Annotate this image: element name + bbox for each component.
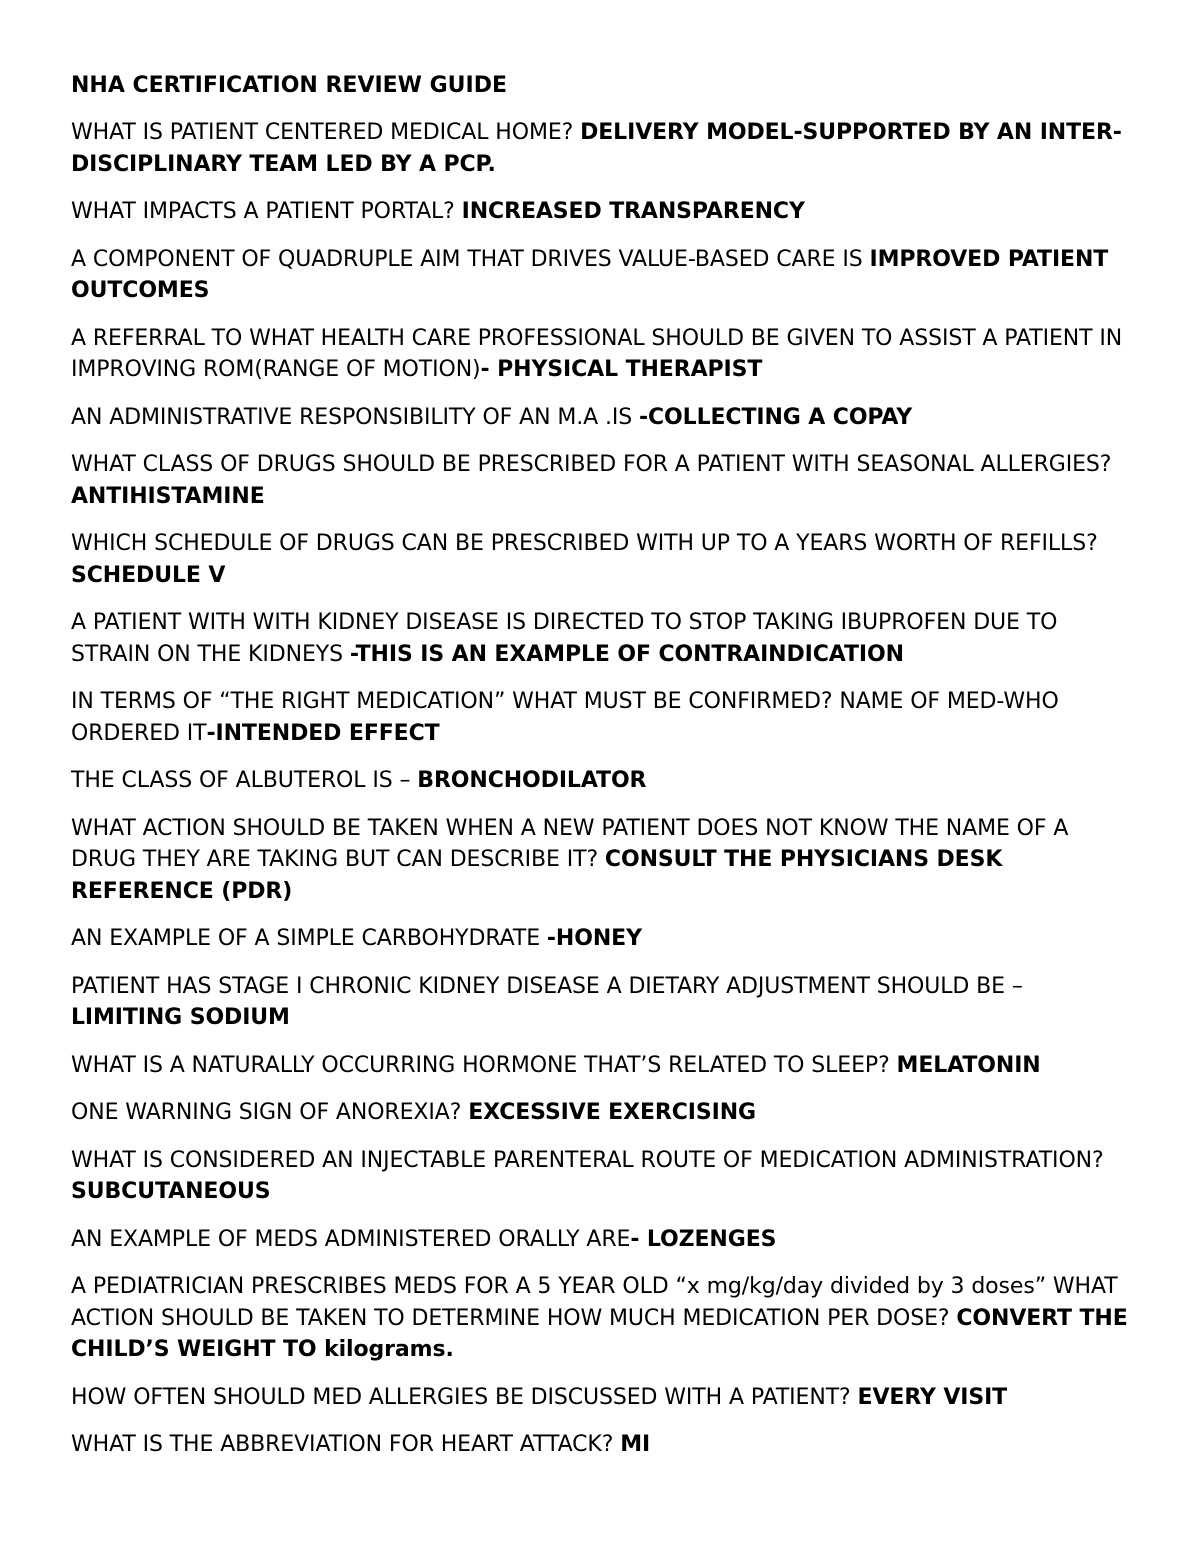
question-text: WHAT CLASS OF DRUGS SHOULD BE PRESCRIBED FOR A PATIENT WITH SEASONAL ALLERGIES?	[71, 452, 1112, 477]
qa-item	[71, 449, 1133, 512]
qa-item	[71, 1050, 1133, 1082]
question-text: WHAT IS CONSIDERED AN INJECTABLE PARENTERAL ROUTE OF MEDICATION ADMINISTRATION?	[71, 1147, 1104, 1173]
question-text: WHAT IS PATIENT CENTERED MEDICAL HOME?	[71, 120, 581, 145]
qa-item	[71, 528, 1133, 591]
answer-text: SUBCUTANEOUS	[71, 1179, 271, 1204]
document-page	[71, 70, 1133, 1477]
question-text: THE CLASS OF ALBUTEROL IS –	[71, 768, 418, 793]
answer-text: ANTIHISTAMINE	[71, 483, 265, 509]
question-text: WHAT IMPACTS A PATIENT PORTAL?	[71, 199, 462, 224]
answer-text: -HONEY	[546, 926, 642, 951]
question-text: WHICH SCHEDULE OF DRUGS CAN BE PRESCRIBED WITH UP TO A YEARS WORTH OF REFILLS?	[71, 531, 1098, 556]
answer-text: -COLLECTING A COPAY	[638, 404, 913, 430]
qa-item	[71, 1271, 1133, 1366]
answer-text: LIMITING SODIUM	[71, 1005, 290, 1030]
question-text: A COMPONENT OF QUADRUPLE AIM THAT DRIVES VALUE-BASED CARE IS	[71, 246, 870, 272]
qa-item	[71, 1097, 1133, 1129]
answer-text: - PHYSICAL THERAPIST	[480, 357, 763, 382]
qa-item	[71, 813, 1133, 908]
qa-item	[71, 1429, 1133, 1461]
qa-item	[71, 402, 1133, 434]
qa-item	[71, 196, 1133, 228]
question-text: A REFERRAL TO WHAT HEALTH CARE PROFESSIONAL SHOULD BE GIVEN TO ASSIST A PATIENT IN IMPROVING ROM(RANGE OF MOTION)	[71, 325, 1123, 382]
answer-text: SCHEDULE V	[71, 562, 226, 588]
question-text: IN TERMS OF “THE RIGHT MEDICATION” WHAT MUST BE CONFIRMED? NAME OF MED-WHO ORDERED IT	[71, 689, 1059, 746]
qa-item	[71, 923, 1133, 955]
qa-item	[71, 1382, 1133, 1414]
question-text: A PATIENT WITH WITH KIDNEY DISEASE IS DIRECTED TO STOP TAKING IBUPROFEN DUE TO STRAIN ON THE KIDNEYS	[71, 610, 1058, 667]
answer-text: CONSULT THE PHYSICIANS DESK REFERENCE (PDR)	[71, 847, 1003, 904]
question-text: ONE WARNING SIGN OF ANOREXIA?	[71, 1100, 469, 1125]
qa-item	[71, 323, 1133, 386]
qa-item	[71, 607, 1133, 670]
answer-text: MELATONIN	[896, 1052, 1041, 1078]
document-title: NHA CERTIFICATION REVIEW GUIDE	[71, 73, 508, 98]
qa-item	[71, 1145, 1133, 1208]
question-text: WHAT IS A NATURALLY OCCURRING HORMONE THAT’S RELATED TO SLEEP?	[71, 1052, 897, 1078]
question-text: AN EXAMPLE OF MEDS ADMINISTERED ORALLY ARE	[71, 1226, 631, 1252]
answer-text: MI	[620, 1432, 651, 1457]
answer-text: -THIS IS AN EXAMPLE OF CONTRAINDICATION	[349, 641, 904, 667]
answer-text: - LOZENGES	[630, 1226, 777, 1252]
answer-text: BRONCHODILATOR	[417, 768, 647, 793]
answer-text: EVERY VISIT	[857, 1384, 1008, 1410]
answer-text: CONVERT THE CHILD’S WEIGHT TO kilograms.	[71, 1305, 1128, 1362]
qa-item	[71, 971, 1133, 1034]
question-text: HOW OFTEN SHOULD MED ALLERGIES BE DISCUSSED WITH A PATIENT?	[71, 1384, 858, 1410]
answer-text: INCREASED TRANSPARENCY	[461, 199, 805, 224]
qa-item	[71, 765, 1133, 797]
qa-item	[71, 1224, 1133, 1256]
question-text: AN EXAMPLE OF A SIMPLE CARBOHYDRATE	[71, 926, 547, 951]
answer-text: EXCESSIVE EXERCISING	[468, 1100, 756, 1125]
question-text: AN ADMINISTRATIVE RESPONSIBILITY OF AN M.A .IS	[71, 404, 639, 430]
question-text: WHAT IS THE ABBREVIATION FOR HEART ATTACK?	[71, 1432, 621, 1457]
question-text: WHAT ACTION SHOULD BE TAKEN WHEN A NEW PATIENT DOES NOT KNOW THE NAME OF A DRUG THEY ARE TAKING BUT CAN DESCRIBE IT?	[71, 815, 1069, 872]
qa-item	[71, 686, 1133, 749]
answer-text: -INTENDED EFFECT	[206, 720, 440, 746]
qa-item	[71, 117, 1133, 180]
question-text: A PEDIATRICIAN PRESCRIBES MEDS FOR A 5 YEAR OLD “x mg/kg/day divided by 3 doses” WHAT ACTION SHOULD BE TAKEN TO DETERMINE HOW MUCH MEDICATION PER DOSE?	[71, 1274, 1118, 1331]
answer-text: DELIVERY MODEL-SUPPORTED BY AN INTER-DISCIPLINARY TEAM LED BY A PCP.	[71, 120, 1122, 177]
answer-text: IMPROVED PATIENT OUTCOMES	[71, 246, 1109, 303]
qa-item	[71, 244, 1133, 307]
question-text: PATIENT HAS STAGE I CHRONIC KIDNEY DISEASE A DIETARY ADJUSTMENT SHOULD BE –	[71, 973, 1023, 999]
